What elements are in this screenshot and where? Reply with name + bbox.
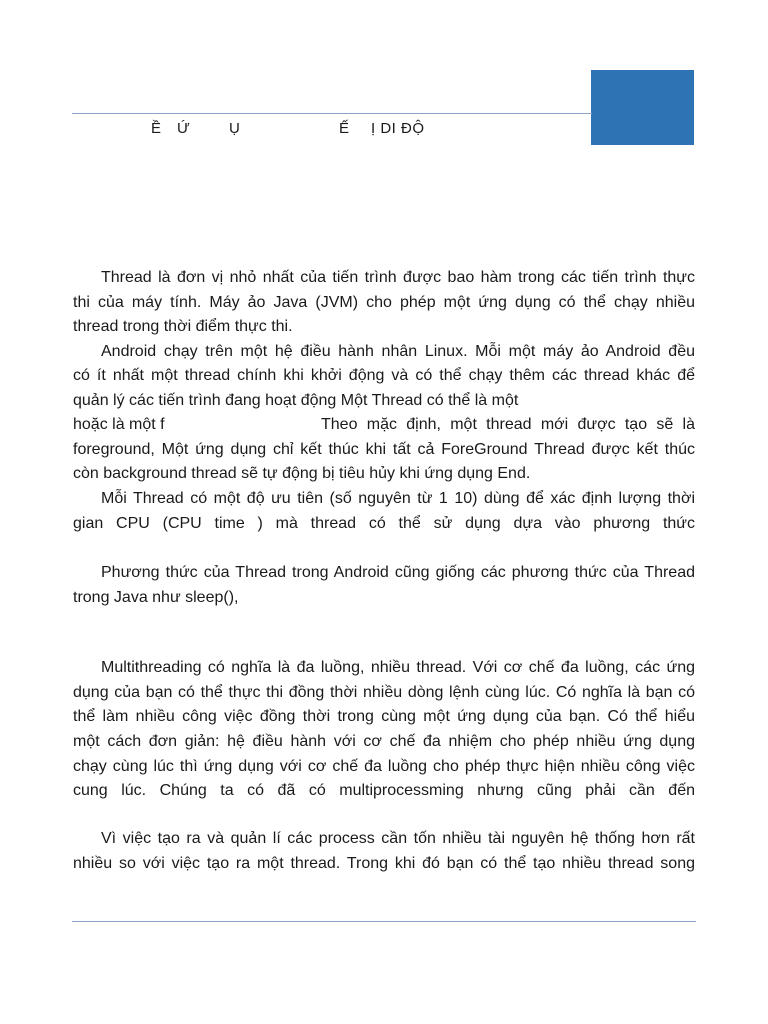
paragraph-3-line: Mỗi Thread có một độ ưu tiên (số nguyên từ 1 10) dùng để xác định lượng thời (101, 490, 695, 507)
paragraph-2-line: Android chạy trên một hệ điều hành nhân Linux. Mỗi một máy ảo Android đều (101, 343, 695, 360)
header-rule (72, 113, 592, 114)
paragraph-1-line: thread trong thời điểm thực thi. (73, 318, 293, 335)
footer-rule (72, 921, 696, 922)
paragraph-5-line: Multithreading có nghĩa là đa luồng, nhiều thread. Với cơ chế đa luồng, các ứng (101, 659, 695, 676)
header-title-fragment: Ế (339, 120, 350, 137)
paragraph-2-fragment: Theo mặc định, một thread mới được tạo sẽ là (321, 416, 695, 433)
paragraph-5-line: cung lúc. Chúng ta có đã có multiprocessming nhưng cũng phải cần đến (73, 782, 695, 799)
paragraph-2-line: còn background thread sẽ tự động bị tiêu hủy khi ứng dụng End. (73, 465, 531, 482)
header-accent-block (591, 70, 694, 145)
paragraph-6-line: Vì việc tạo ra và quản lí các process cần tốn nhiều tài nguyên hệ thống hơn rất (101, 830, 695, 847)
paragraph-1-line: Thread là đơn vị nhỏ nhất của tiến trình được bao hàm trong các tiến trình thực (101, 269, 695, 286)
paragraph-5-line: một cách đơn giản: hệ điều hành với cơ chế đa nhiệm cho phép nhiều ứng dụng (73, 733, 695, 750)
paragraph-4-line: trong Java như sleep(), (73, 589, 239, 606)
paragraph-2-line: có ít nhất một thread chính khi khởi động và có thể chạy thêm các thread khác để (73, 367, 695, 384)
header-title-fragment: Ụ (229, 120, 241, 137)
header-title-fragment: Ứ (177, 120, 191, 137)
paragraph-2-line: foreground, Một ứng dụng chỉ kết thúc khi tất cả ForeGround Thread được kết thúc (73, 441, 695, 458)
paragraph-2-line: quản lý các tiến trình đang hoạt động Một Thread có thể là một (73, 392, 519, 409)
header-title-fragment: Ề (151, 120, 162, 137)
paragraph-5-line: thể làm nhiều công việc đồng thời trong cùng một ứng dụng của bạn. Có thể hiểu (73, 708, 695, 725)
paragraph-4-line: Phương thức của Thread trong Android cũng giống các phương thức của Thread (101, 564, 695, 581)
paragraph-6-line: nhiều so với việc tạo ra một thread. Trong khi đó bạn có thể tạo nhiều thread song (73, 855, 695, 872)
paragraph-3-line: gian CPU (CPU time ) mà thread có thể sử dụng dựa vào phương thức (73, 515, 695, 532)
header-title-fragment: Ị DI ĐỘ (371, 120, 425, 137)
paragraph-5-line: chạy cùng lúc thì ứng dụng với cơ chế đa luồng cho phép thực hiện nhiều công việc (73, 758, 695, 775)
paragraph-2-fragment: hoặc là một f (73, 416, 165, 433)
paragraph-1-line: thi của máy tính. Máy ảo Java (JVM) cho phép một ứng dụng có thể chạy nhiều (73, 294, 695, 311)
paragraph-5-line: dụng của bạn có thể thực thi đồng thời nhiều dòng lệnh cùng lúc. Có nghĩa là bạn có (73, 684, 695, 701)
